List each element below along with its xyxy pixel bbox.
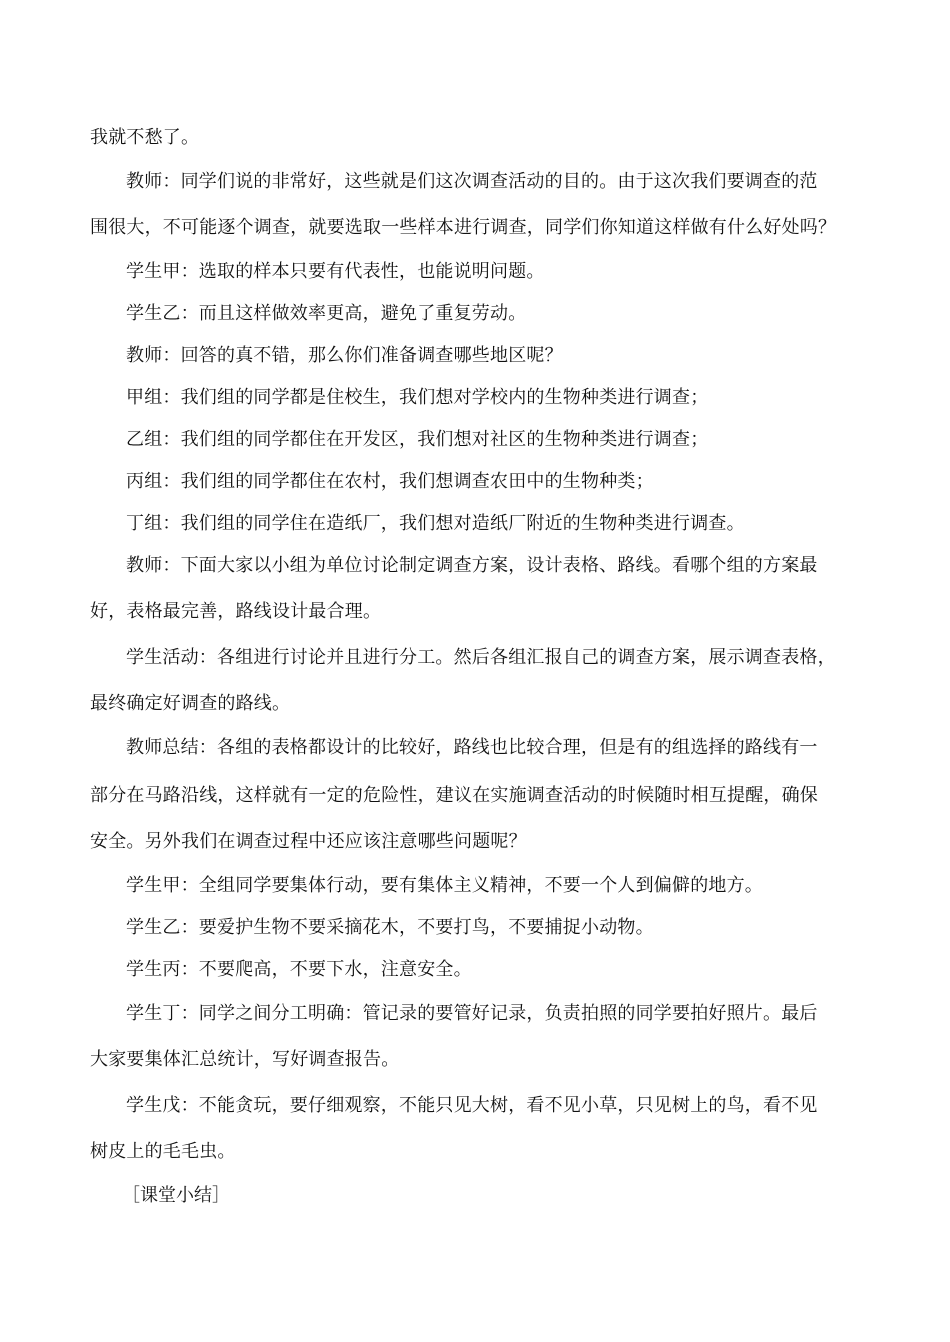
- text-line: 学生戊：不能贪玩，要仔细观察，不能只见大树，看不见小草，只见树上的鸟，看不见: [126, 1095, 818, 1116]
- text-line: 我就不愁了。: [90, 127, 200, 148]
- text-line: 甲组：我们组的同学都是住校生，我们想对学校内的生物种类进行调查；: [126, 387, 709, 408]
- text-line: 学生甲：全组同学要集体行动，要有集体主义精神，不要一个人到偏僻的地方。: [126, 875, 763, 896]
- text-line: 丙组：我们组的同学都住在农村，我们想调查农田中的生物种类；: [126, 471, 654, 492]
- text-line: 教师：下面大家以小组为单位讨论制定调查方案，设计表格、路线。看哪个组的方案最: [126, 555, 818, 576]
- text-line: 乙组：我们组的同学都住在开发区，我们想对社区的生物种类进行调查；: [126, 429, 709, 450]
- text-line: 学生乙：而且这样做效率更高，避免了重复劳动。: [126, 303, 527, 324]
- section-heading: ［课堂小结］: [122, 1185, 230, 1206]
- text-line: 最终确定好调查的路线。: [90, 693, 291, 714]
- text-line: 大家要集体汇总统计，写好调查报告。: [90, 1049, 400, 1070]
- text-line: 安全。另外我们在调查过程中还应该注意哪些问题呢？: [90, 831, 527, 852]
- text-line: 学生活动：各组进行讨论并且进行分工。然后各组汇报自己的调查方案，展示调查表格，: [126, 647, 836, 668]
- text-line: 学生丁：同学之间分工明确：管记录的要管好记录，负责拍照的同学要拍好照片。最后: [126, 1003, 818, 1024]
- text-line: 学生甲：选取的样本只要有代表性，也能说明问题。: [126, 261, 545, 282]
- text-line: 教师：回答的真不错，那么你们准备调查哪些地区呢？: [126, 345, 563, 366]
- text-line: 教师：同学们说的非常好，这些就是们这次调查活动的目的。由于这次我们要调查的范: [126, 171, 818, 192]
- text-line: 丁组：我们组的同学住在造纸厂，我们想对造纸厂附近的生物种类进行调查。: [126, 513, 745, 534]
- text-line: 学生丙：不要爬高，不要下水，注意安全。: [126, 959, 472, 980]
- text-line: 教师总结：各组的表格都设计的比较好，路线也比较合理，但是有的组选择的路线有一: [126, 737, 818, 758]
- text-line: 学生乙：要爱护生物不要采摘花木，不要打鸟，不要捕捉小动物。: [126, 917, 654, 938]
- text-line: 好，表格最完善，路线设计最合理。: [90, 601, 382, 622]
- text-line: 树皮上的毛毛虫。: [90, 1141, 236, 1162]
- text-line: 部分在马路沿线，这样就有一定的危险性，建议在实施调查活动的时候随时相互提醒，确保: [90, 785, 818, 806]
- text-line: 围很大，不可能逐个调查，就要选取一些样本进行调查，同学们你知道这样做有什么好处吗？: [90, 217, 837, 238]
